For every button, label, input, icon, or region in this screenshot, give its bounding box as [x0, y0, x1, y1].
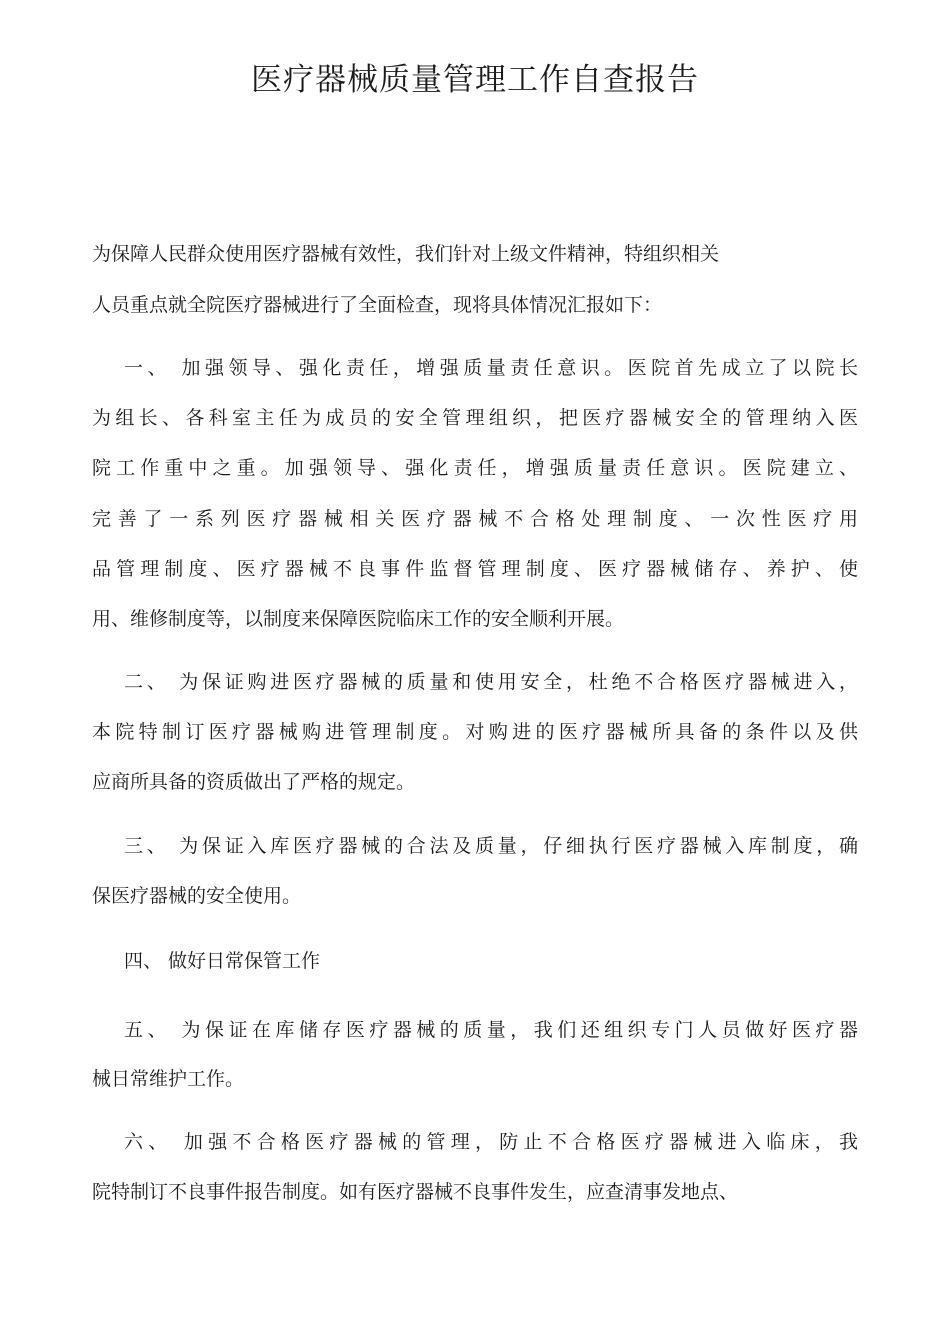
section-6-line: 院特制订不良事件报告制度。如有医疗器械不良事件发生，应查清事发地点、 [92, 1181, 739, 1203]
section-1-line: 院工作重中之重。加强领导、强化责任，增强质量责任意识。医院建立、 [92, 457, 858, 479]
section-2-line: 本院特制订医疗器械购进管理制度。对购进的医疗器械所具备的条件以及供 [92, 721, 858, 743]
section-1-line: 用、维修制度等，以制度来保障医院临床工作的安全顺利开展。 [92, 608, 625, 630]
section-5-line: 械日常维护工作。 [92, 1068, 245, 1090]
section-6-line: 六、 加强不合格医疗器械的管理，防止不合格医疗器械进入临床，我 [124, 1131, 858, 1153]
section-4-line: 四、 做好日常保管工作 [124, 950, 321, 972]
section-2-line: 二、 为保证购进医疗器械的质量和使用安全，杜绝不合格医疗器械进入， [124, 671, 858, 693]
section-1-line: 品管理制度、医疗器械不良事件监督管理制度、医疗器械储存、养护、使 [92, 558, 858, 580]
intro-line: 为保障人民群众使用医疗器械有效性，我们针对上级文件精神，特组织相关 [92, 243, 720, 265]
section-1-line: 为组长、各科室主任为成员的安全管理组织，把医疗器械安全的管理纳入医 [92, 407, 858, 429]
section-3-line: 保医疗器械的安全使用。 [92, 885, 302, 907]
section-1-line: 一、 加强领导、强化责任，增强质量责任意识。医院首先成立了以院长 [124, 357, 858, 379]
section-1-line: 完善了一系列医疗器械相关医疗器械不合格处理制度、一次性医疗用 [92, 508, 858, 530]
section-3-line: 三、 为保证入库医疗器械的合法及质量，仔细执行医疗器械入库制度，确 [124, 835, 858, 857]
document-title: 医疗器械质量管理工作自查报告 [251, 62, 699, 98]
intro-line: 人员重点就全院医疗器械进行了全面检查，现将具体情况汇报如下： [92, 294, 663, 316]
section-5-line: 五、 为保证在库储存医疗器械的质量，我们还组织专门人员做好医疗器 [124, 1019, 858, 1041]
section-2-line: 应商所具备的资质做出了严格的规定。 [92, 771, 416, 793]
